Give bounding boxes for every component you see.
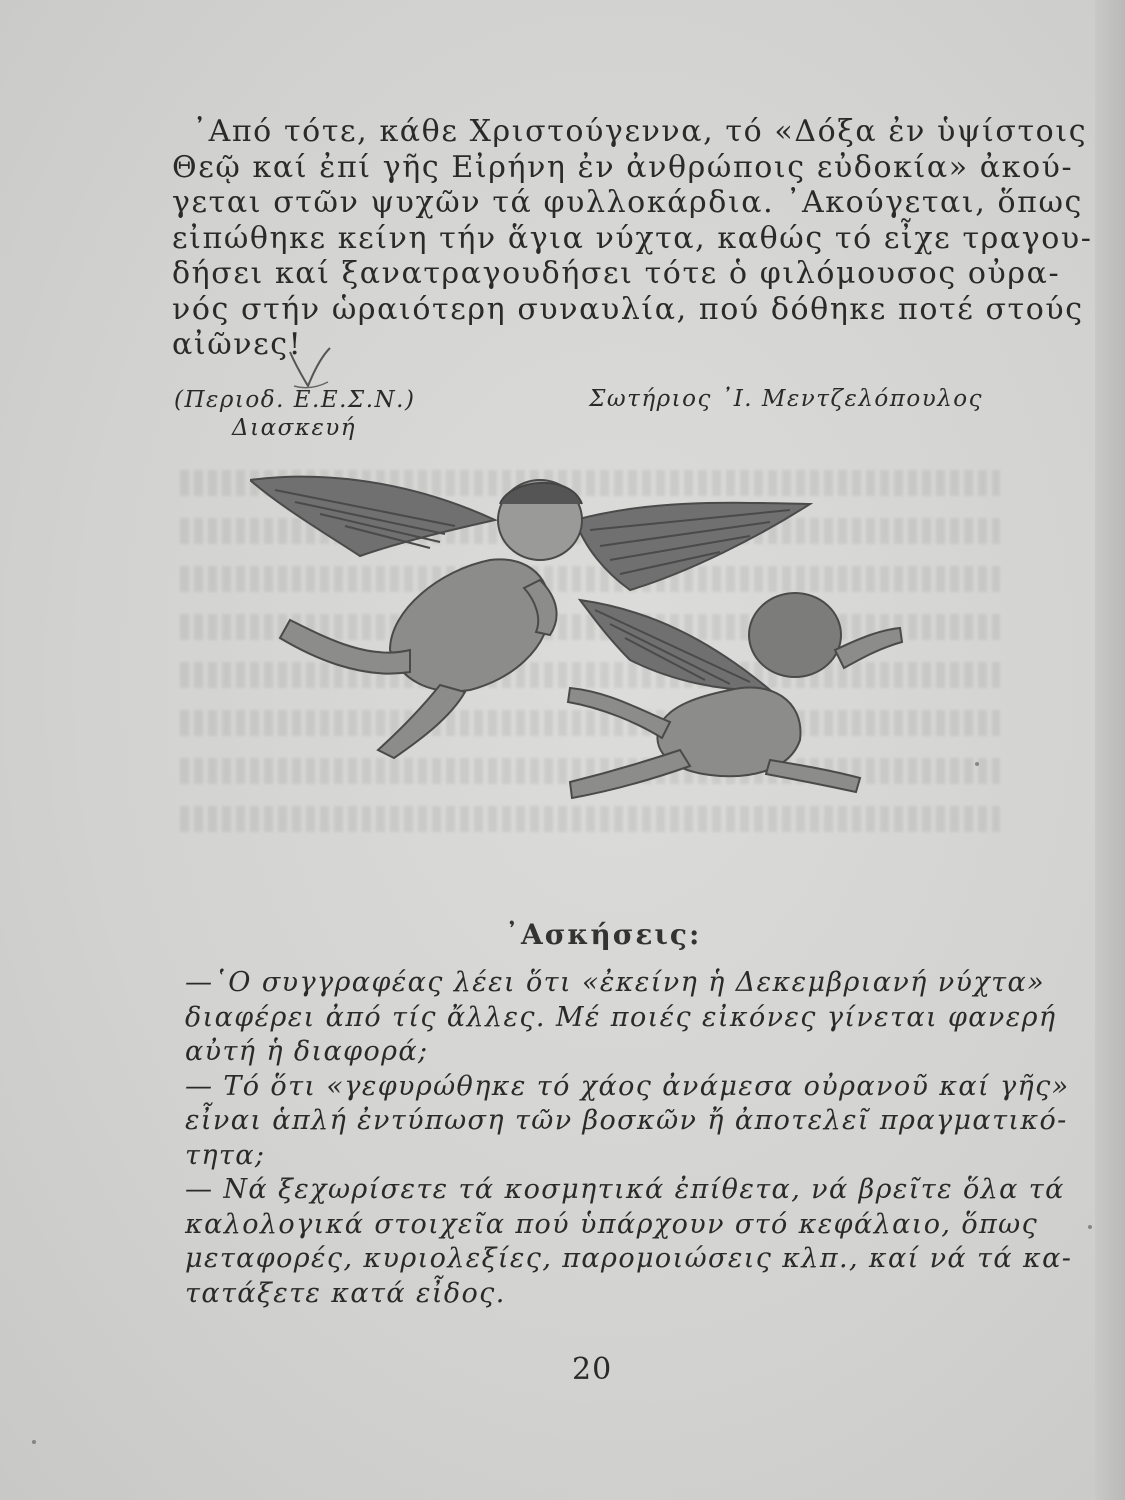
exercise-line: τητα;	[185, 1139, 266, 1171]
paragraph-line: νός στήν ὡραιότερη συναυλία, πού δόθηκε ποτέ στούς	[172, 291, 1084, 327]
source-adaptation: Διασκευή	[232, 415, 357, 441]
paper-speck	[975, 762, 979, 766]
cherub-body	[390, 559, 550, 691]
author-name: Σωτήριος ᾿Ι. Μεντζελόπουλος	[589, 386, 983, 412]
exercise-line: μεταφορές, κυριολεξίες, παρομοιώσεις κλπ., καί νά τά κα-	[185, 1243, 1073, 1274]
paragraph-line: δήσει καί ξανατραγουδήσει τότε ὁ φιλόμουσος οὐρα-	[172, 256, 1061, 291]
exercise-line: τατάξετε κατά εἶδος.	[185, 1277, 506, 1309]
paper-speck	[32, 1440, 36, 1444]
page-edge-shadow	[1095, 0, 1125, 1500]
exercise-line: —῾Ο συγγραφέας λέει ὅτι «ἐκείνη ἡ Δεκεμβριανή νύχτα»	[185, 967, 1045, 998]
source-periodical: (Περιοδ. Ε.Ε.Σ.Ν.)	[174, 387, 416, 413]
paragraph-line: αἰῶνες!	[172, 327, 303, 362]
exercise-line: καλολογικά στοιχεῖα πού ὑπάρχουν στό κεφάλαιο, ὅπως	[185, 1208, 1039, 1240]
exercise-line: εἶναι ἁπλή ἐντύπωση τῶν βοσκῶν ἤ ἀποτελεῖ πραγματικό-	[185, 1105, 1068, 1136]
cherub-leg	[570, 750, 690, 798]
cherub-wing	[580, 600, 770, 690]
exercise-line: — Τό ὅτι «γεφυρώθηκε τό χάος ἀνάμεσα οὐρανοῦ καί γῆς»	[185, 1070, 1070, 1102]
page-number: 20	[572, 1352, 613, 1387]
source-citation	[174, 386, 415, 442]
cherub-wing	[250, 477, 495, 556]
exercises-heading: ᾿Ασκήσεις:	[505, 918, 702, 951]
paragraph-line: εἰπώθηκε κείνη τήν ἅγια νύχτα, καθώς τό εἶχε τραγου-	[172, 220, 1093, 256]
exercise-line: αὐτή ἡ διαφορά;	[185, 1036, 429, 1067]
cherub-leg	[568, 688, 670, 738]
paragraph-line: γεται στῶν ψυχῶν τά φυλλοκάρδια. ᾿Ακούγεται, ὅπως	[172, 185, 1083, 220]
cherub-head	[749, 593, 841, 677]
cherub-leg	[378, 685, 465, 758]
paragraph-line: ᾿Από τότε, κάθε Χριστούγεννα, τό «Δόξα ἐν ὑψίστοις	[192, 114, 1088, 149]
exercise-line: διαφέρει ἀπό τίς ἄλλες. Μέ ποιές εἰκόνες γίνεται φανερή	[185, 1001, 1057, 1033]
cherub-arm	[835, 628, 902, 668]
cherub-arm	[766, 760, 860, 792]
exercises-list	[185, 966, 1073, 1311]
flying-cherubs-illustration	[250, 460, 910, 860]
main-paragraph	[172, 114, 1093, 363]
paper-speck	[1088, 1225, 1092, 1229]
exercise-line: — Νά ξεχωρίσετε τά κοσμητικά ἐπίθετα, νά βρεῖτε ὅλα τά	[185, 1174, 1065, 1205]
paragraph-line: Θεῷ καί ἐπί γῆς Εἰρήνη ἐν ἀνθρώποις εὐδοκία» ἀκού-	[172, 149, 1074, 185]
